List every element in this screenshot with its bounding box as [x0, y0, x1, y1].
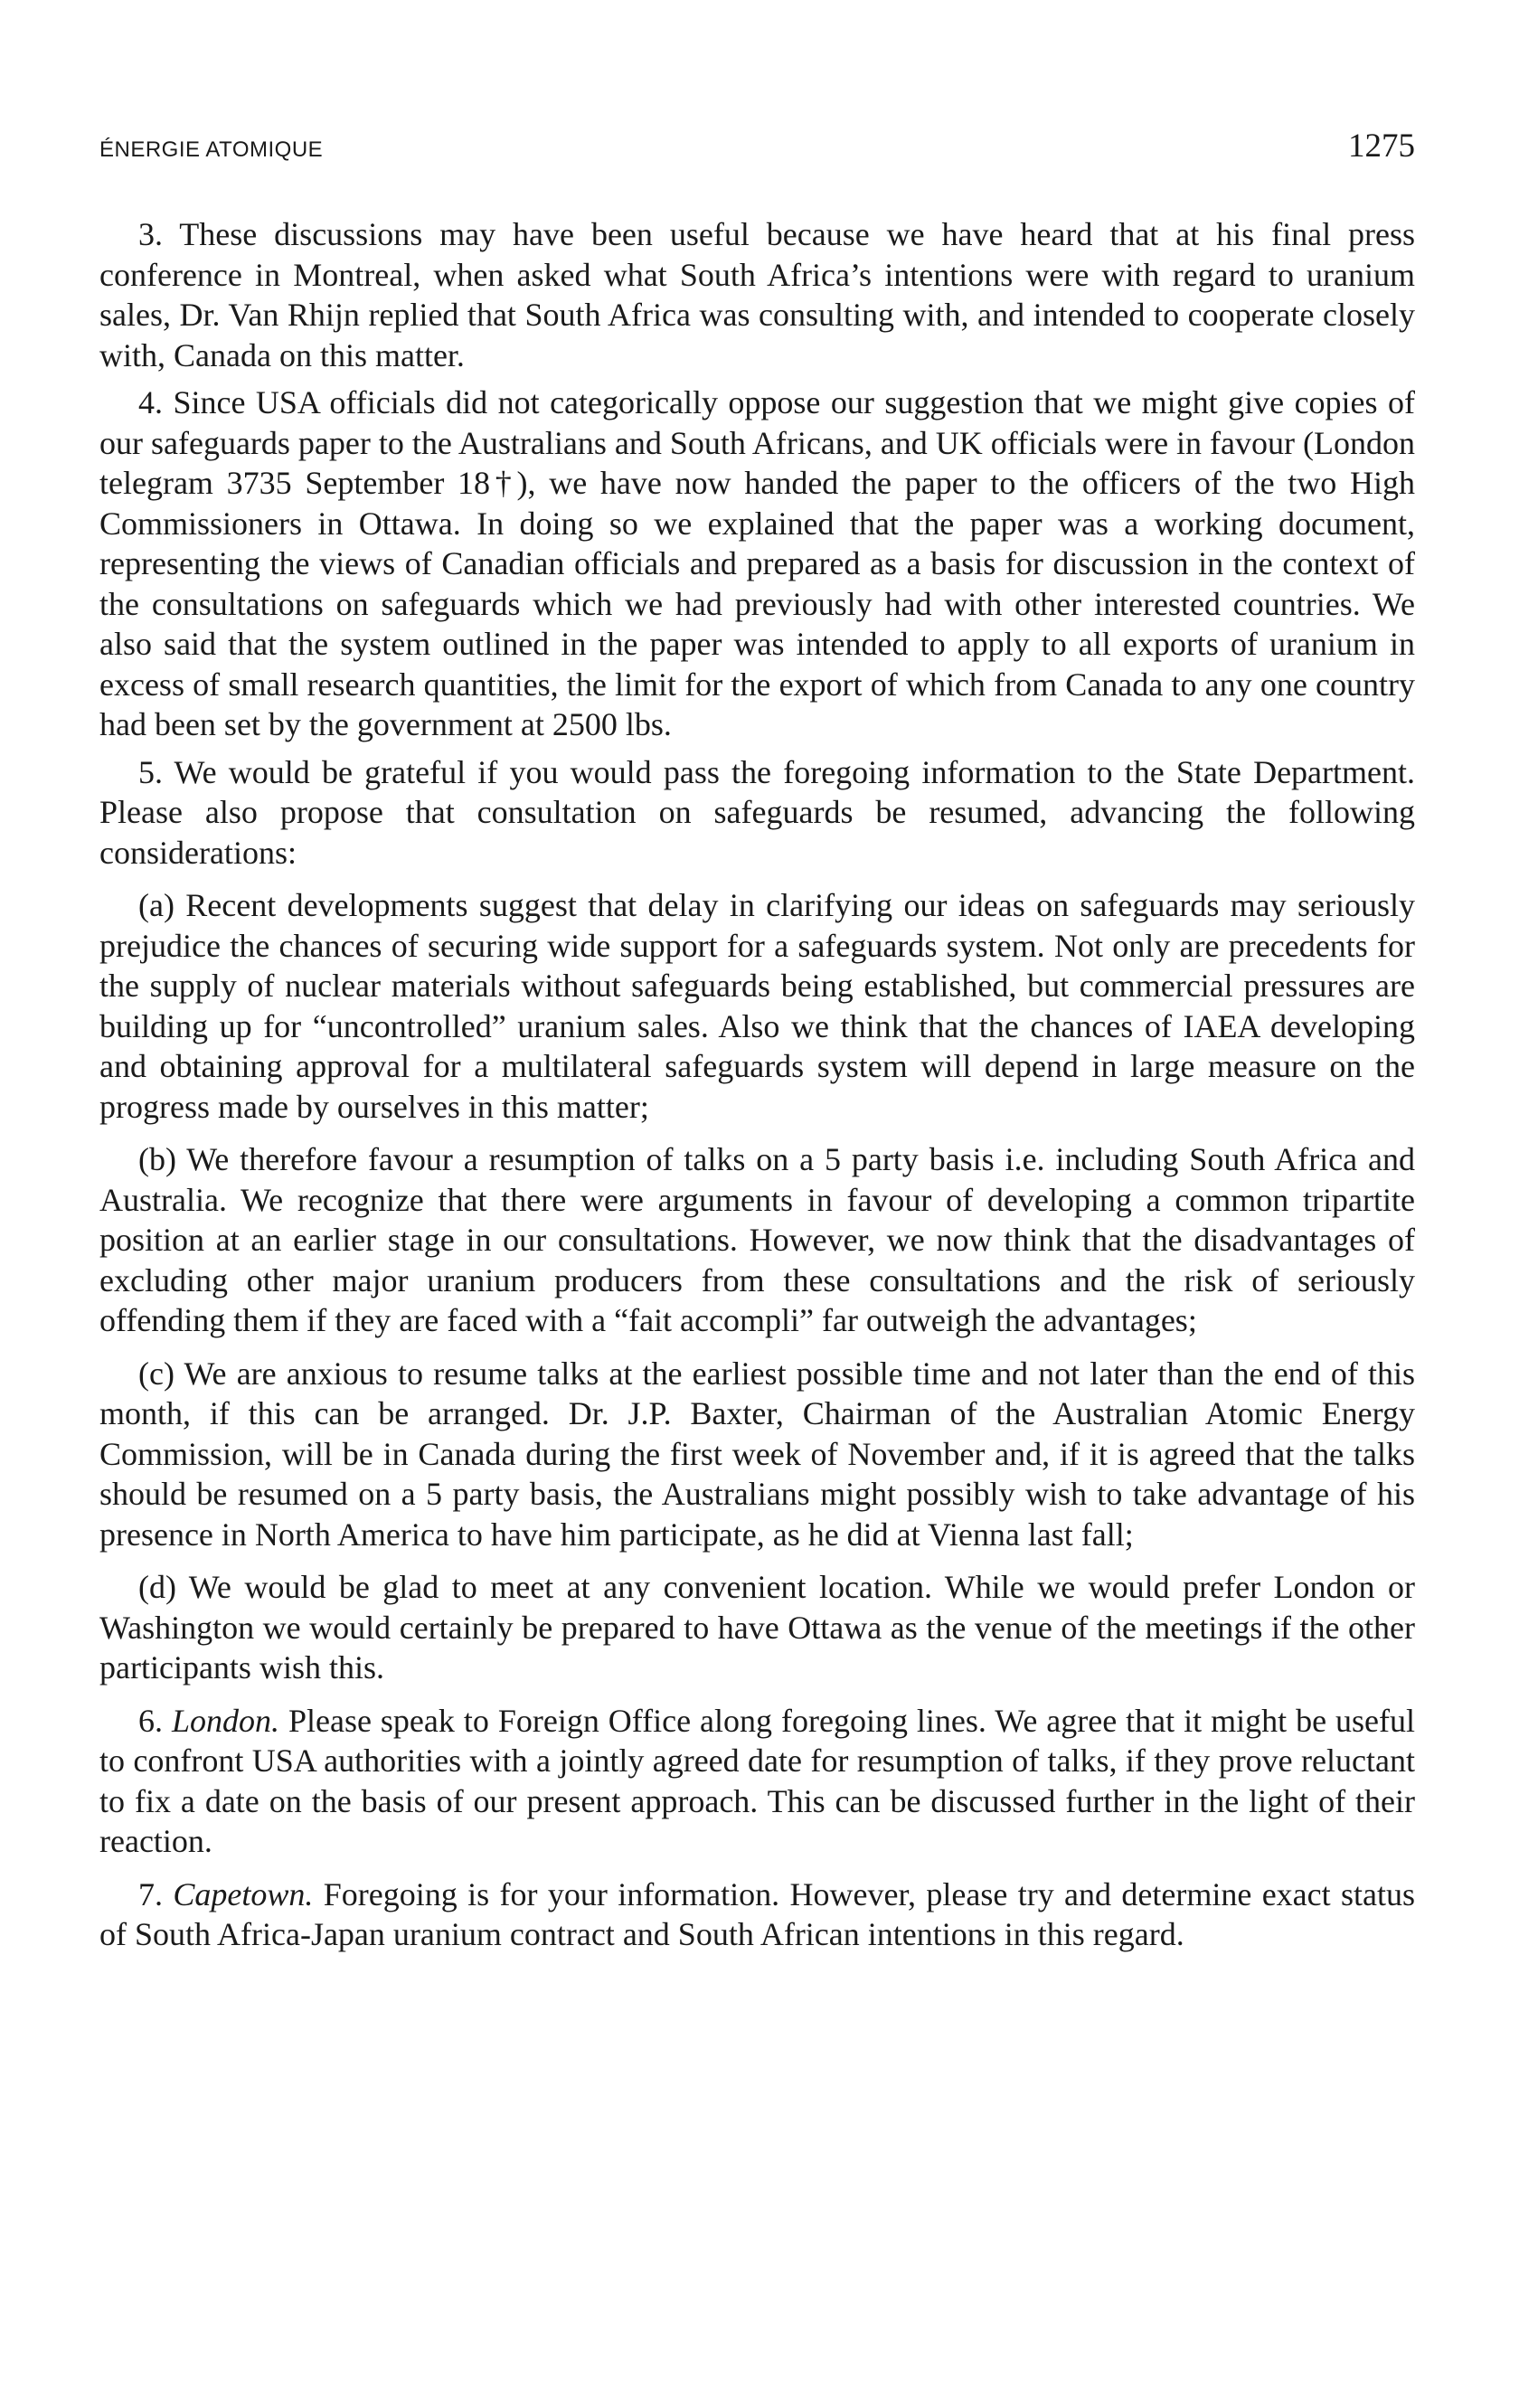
paragraph-6 [99, 1701, 1415, 1862]
paragraph-7-number: 7. [138, 1875, 174, 1912]
paragraph-7-place: Capetown. [173, 1875, 314, 1912]
paragraph-6-body: Please speak to Foreign Office along foregoing lines. We agree that it might be useful to confront USA authorities with a jointly agreed date for resumption of talks, if they prove reluctant to fix a date on the basis of our present approach. This can be discussed further in the light of their reaction. [99, 1702, 1416, 1859]
paragraph-4: 4. Since USA officials did not categorically oppose our suggestion that we might give copies of our safeguards paper to the Australians and South Africans, and UK officials were in favour (London telegram 3735 September 18†), we have now handed the paper to the officers of the two High Commissioners in Ottawa. In doing so we explained that the paper was a working document, representing the views of Canadian officials and prepared as a basis for discussion in the context of the consultations on safeguards which we had previously had with other interested countries. We also said that the system outlined in the paper was intended to apply to all exports of uranium in excess of small research quantities, the limit for the export of which from Canada to any one country had been set by the government at 2500 lbs. [99, 384, 1415, 742]
page-number: 1275 [1348, 127, 1415, 165]
paragraph-5b: (b) We therefore favour a resumption of talks on a 5 party basis i.e. including South Africa and Australia. We recognize that there were arguments in favour of developing a common tripartite position at an earlier stage in our consultations. However, we now think that the disadvantages of excluding other major uranium producers from these consultations and the risk of seriously offending them if they are faced with a “fait accompli” far outweigh the advantages; [99, 1141, 1415, 1338]
paragraph-3: 3. These discussions may have been useful because we have heard that at his final press conference in Montreal, when asked what South Africa’s intentions were with regard to uranium sales, Dr. Van Rhijn replied that South Africa was consulting with, and intended to cooperate closely with, Canada on this matter. [99, 216, 1415, 373]
paragraph-5a: (a) Recent developments suggest that delay in clarifying our ideas on safeguards may seriously prejudice the chances of securing wide support for a safeguards system. Not only are precedents for the supply of nuclear materials without safeguards being established, but commercial pressures are building up for “uncontrolled” uranium sales. Also we think that the chances of IAEA developing and obtaining approval for a multilateral safeguards system will depend in large measure on the progress made by ourselves in this matter; [99, 887, 1415, 1125]
paragraph-7 [99, 1874, 1415, 1955]
paragraph-5c: (c) We are anxious to resume talks at the earliest possible time and not later than the end of this month, if this can be arranged. Dr. J.P. Baxter, Chairman of the Australian Atomic Energy Commission, will be in Canada during the first week of November and, if it is agreed that the talks should be resumed on a 5 party basis, the Australians might possibly wish to take advantage of his presence in North America to have him participate, as he did at Vienna last fall; [99, 1355, 1415, 1553]
paragraph-6-place: London. [171, 1702, 280, 1739]
page-header [99, 127, 1415, 165]
paragraph-5d: (d) We would be glad to meet at any convenient location. While we would prefer London or Washington we would certainly be prepared to have Ottawa as the venue of the meetings if the other participants wish this. [99, 1569, 1415, 1686]
paragraph-5: 5. We would be grateful if you would pass the foregoing information to the State Department. Please also propose that consultation on safeguards be resumed, advancing the following considerations: [99, 753, 1415, 871]
running-head: ÉNERGIE ATOMIQUE [99, 137, 324, 162]
document-page [99, 127, 1415, 1955]
paragraph-7-body: Foregoing is for your information. However, please try and determine exact status of South Africa-Japan uranium contract and South African intentions in this regard. [99, 1875, 1416, 1952]
paragraph-6-number: 6. [138, 1702, 172, 1739]
